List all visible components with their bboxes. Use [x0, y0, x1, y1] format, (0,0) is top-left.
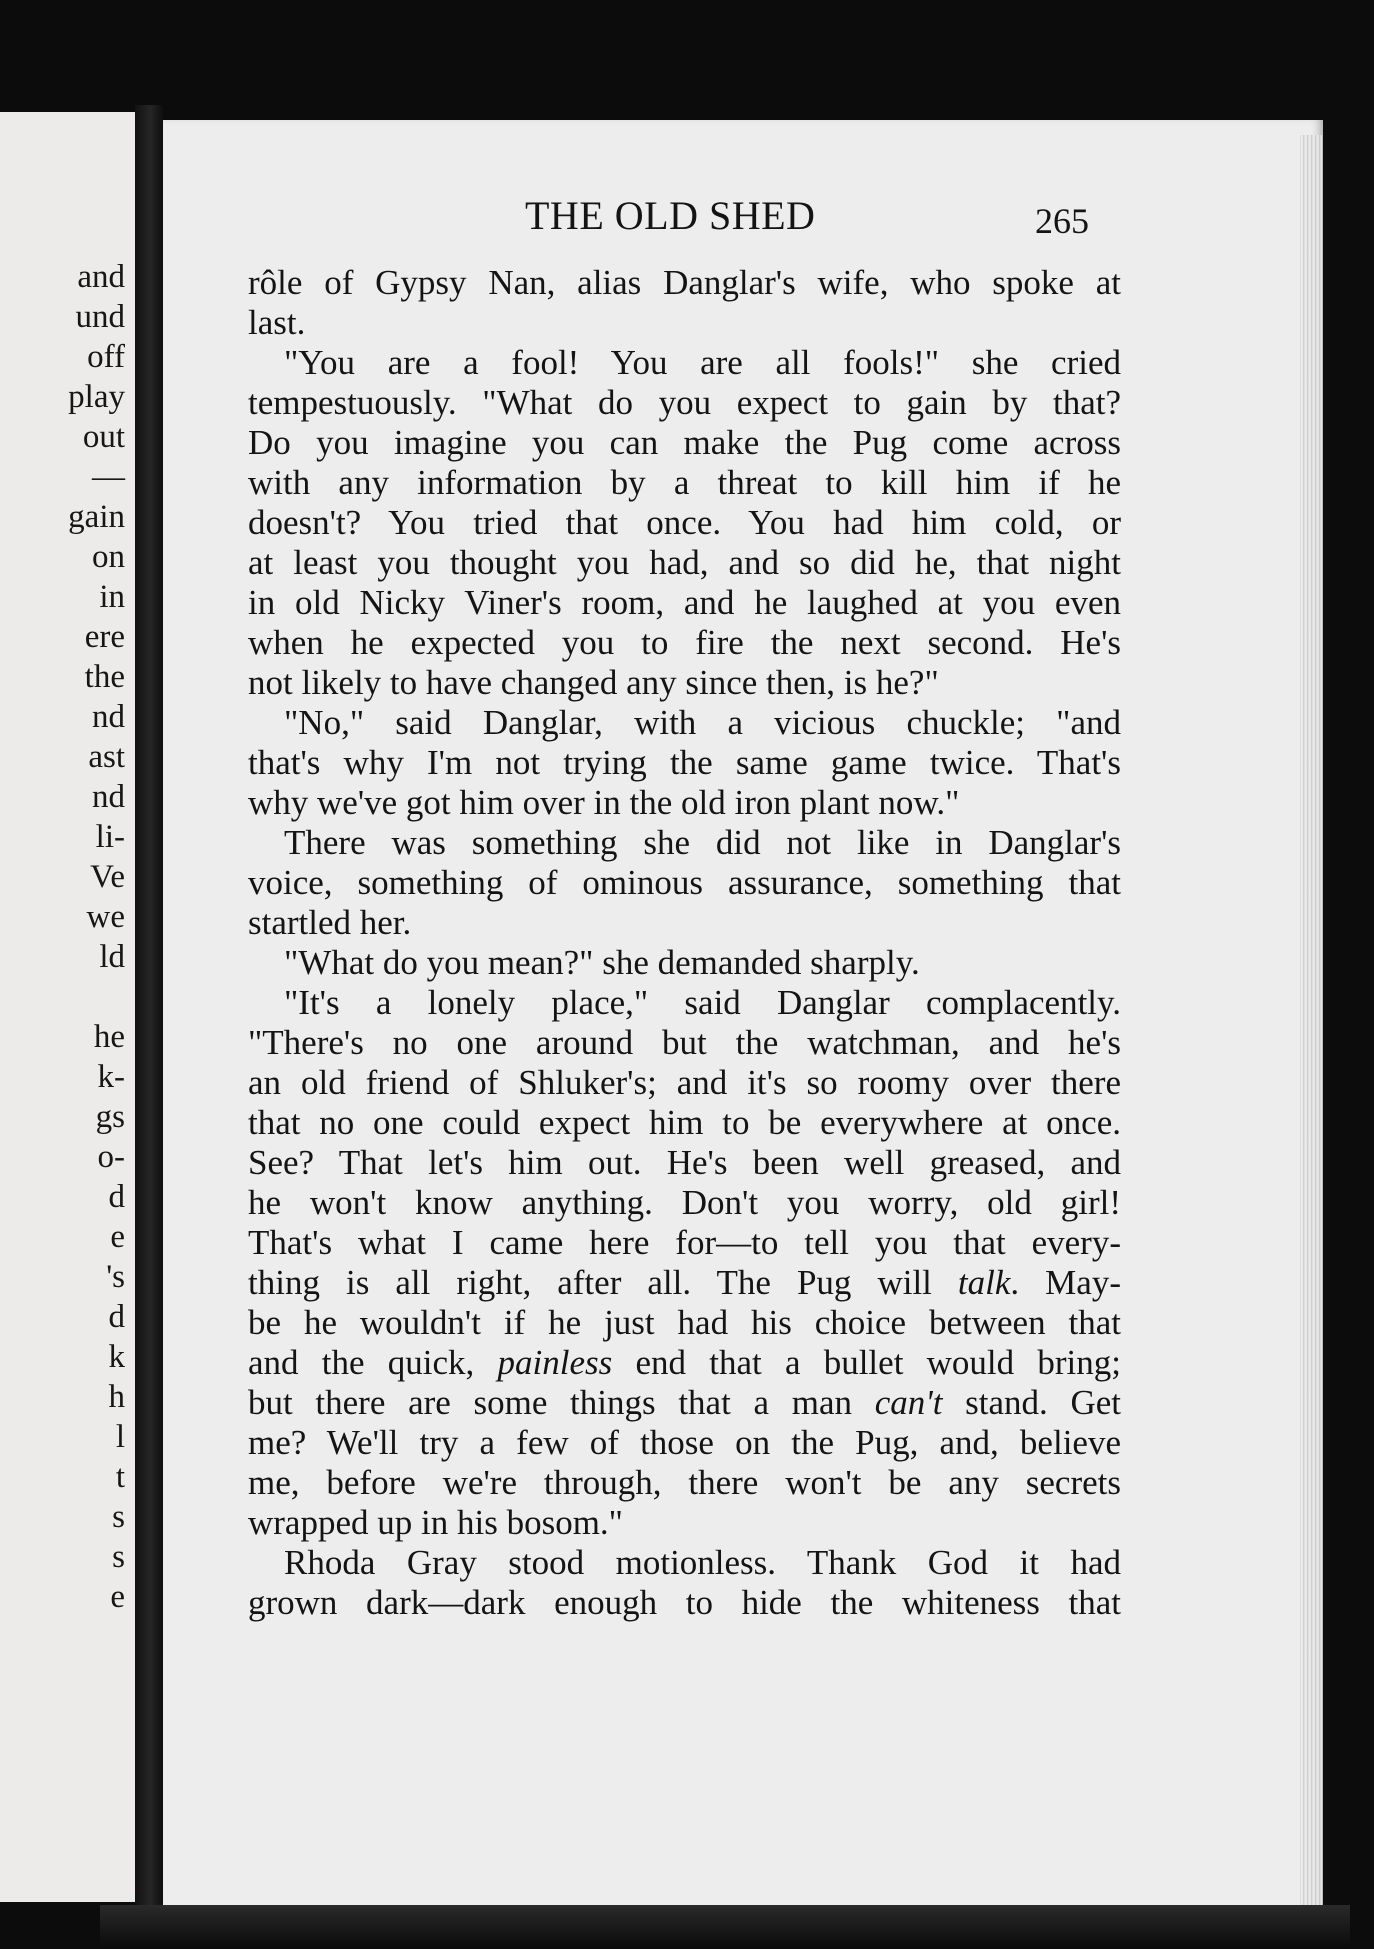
left-fragment: k-	[97, 1059, 125, 1095]
text-line: doesn't? You tried that once. You had him cold, or	[248, 503, 1121, 542]
left-fragment: gs	[95, 1099, 125, 1135]
left-fragment: l	[115, 1419, 125, 1455]
text-line: that no one could expect him to be everywhere at once.	[248, 1103, 1121, 1142]
left-fragment: t	[115, 1459, 125, 1495]
page-header	[163, 192, 1323, 242]
left-fragment: li-	[95, 819, 125, 855]
text-line: he won't know anything. Don't you worry, old girl!	[248, 1183, 1121, 1222]
left-fragment: d	[108, 1299, 125, 1335]
previous-page-fragment	[0, 112, 135, 1902]
left-fragment: ld	[99, 939, 125, 975]
left-fragment: play	[68, 379, 125, 415]
text-line: in old Nicky Viner's room, and he laughed at you even	[248, 583, 1121, 622]
text-line: There was something she did not like in Danglar's	[284, 823, 1121, 862]
book-page	[163, 120, 1323, 1910]
left-fragment: Ve	[90, 859, 125, 895]
left-fragment: d	[108, 1179, 125, 1215]
left-fragment: and	[77, 259, 125, 295]
left-fragment: ast	[88, 739, 125, 775]
left-fragment: 's	[106, 1259, 125, 1295]
bottom-shadow	[100, 1905, 1350, 1949]
left-fragment: the	[84, 659, 125, 695]
left-fragment: ere	[84, 619, 125, 655]
text-line: tempestuously. "What do you expect to gain by that?	[248, 383, 1121, 422]
text-line: grown dark—dark enough to hide the whiteness that	[248, 1583, 1121, 1622]
text-line: rôle of Gypsy Nan, alias Danglar's wife, who spoke at	[248, 263, 1121, 302]
body-text	[248, 263, 1121, 1623]
text-line: but there are some things that a man can't stand. Get	[248, 1383, 1121, 1422]
text-line: with any information by a threat to kill him if he	[248, 463, 1121, 502]
text-line: when he expected you to fire the next second. He's	[248, 623, 1121, 662]
text-line: last.	[248, 303, 306, 342]
text-line: "What do you mean?" she demanded sharply.	[284, 943, 920, 982]
text-line: See? That let's him out. He's been well greased, and	[248, 1143, 1121, 1182]
page-edge	[1300, 135, 1322, 1910]
text-line: be he wouldn't if he just had his choice between that	[248, 1303, 1121, 1342]
left-fragment: e	[110, 1579, 125, 1615]
text-line: Rhoda Gray stood motionless. Thank God it had	[284, 1543, 1121, 1582]
left-fragment: s	[112, 1539, 125, 1575]
text-line: an old friend of Shluker's; and it's so roomy over there	[248, 1063, 1121, 1102]
left-fragment: gain	[68, 499, 125, 535]
page-number: 265	[1035, 201, 1089, 241]
text-line: Do you imagine you can make the Pug come across	[248, 423, 1121, 462]
text-line: voice, something of ominous assurance, something that	[248, 863, 1121, 902]
left-fragment: in	[99, 579, 125, 615]
book-gutter	[135, 105, 163, 1915]
text-line: why we've got him over in the old iron plant now."	[248, 783, 960, 822]
left-fragment: e	[110, 1219, 125, 1255]
left-fragment: off	[87, 339, 125, 375]
text-line: not likely to have changed any since then, is he?"	[248, 663, 939, 702]
text-line: me? We'll try a few of those on the Pug, and, believe	[248, 1423, 1121, 1462]
left-fragment: on	[92, 539, 125, 575]
text-line: startled her.	[248, 903, 412, 942]
text-line: "It's a lonely place," said Danglar complacently.	[284, 983, 1121, 1022]
left-fragment: s	[112, 1499, 125, 1535]
text-line: me, before we're through, there won't be any secrets	[248, 1463, 1121, 1502]
left-fragment: —	[92, 459, 125, 495]
text-line: that's why I'm not trying the same game twice. That's	[248, 743, 1121, 782]
left-fragment: h	[108, 1379, 125, 1415]
left-fragment: und	[75, 299, 125, 335]
text-line: "No," said Danglar, with a vicious chuckle; "and	[284, 703, 1121, 742]
left-fragment: he	[93, 1019, 125, 1055]
left-fragment: nd	[92, 699, 125, 735]
text-line: and the quick, painless end that a bullet would bring;	[248, 1343, 1121, 1382]
text-line: thing is all right, after all. The Pug will talk. May-	[248, 1263, 1121, 1302]
left-fragment: we	[86, 899, 125, 935]
text-line: "You are a fool! You are all fools!" she cried	[284, 343, 1121, 382]
left-fragment: o-	[97, 1139, 125, 1175]
left-fragment: k	[108, 1339, 125, 1375]
text-line: at least you thought you had, and so did he, that night	[248, 543, 1121, 582]
text-line: That's what I came here for—to tell you that every-	[248, 1223, 1121, 1262]
left-fragment: nd	[92, 779, 125, 815]
text-line: "There's no one around but the watchman, and he's	[248, 1023, 1121, 1062]
left-fragment: out	[82, 419, 125, 455]
text-line: wrapped up in his bosom."	[248, 1503, 623, 1542]
running-title: THE OLD SHED	[525, 193, 816, 238]
